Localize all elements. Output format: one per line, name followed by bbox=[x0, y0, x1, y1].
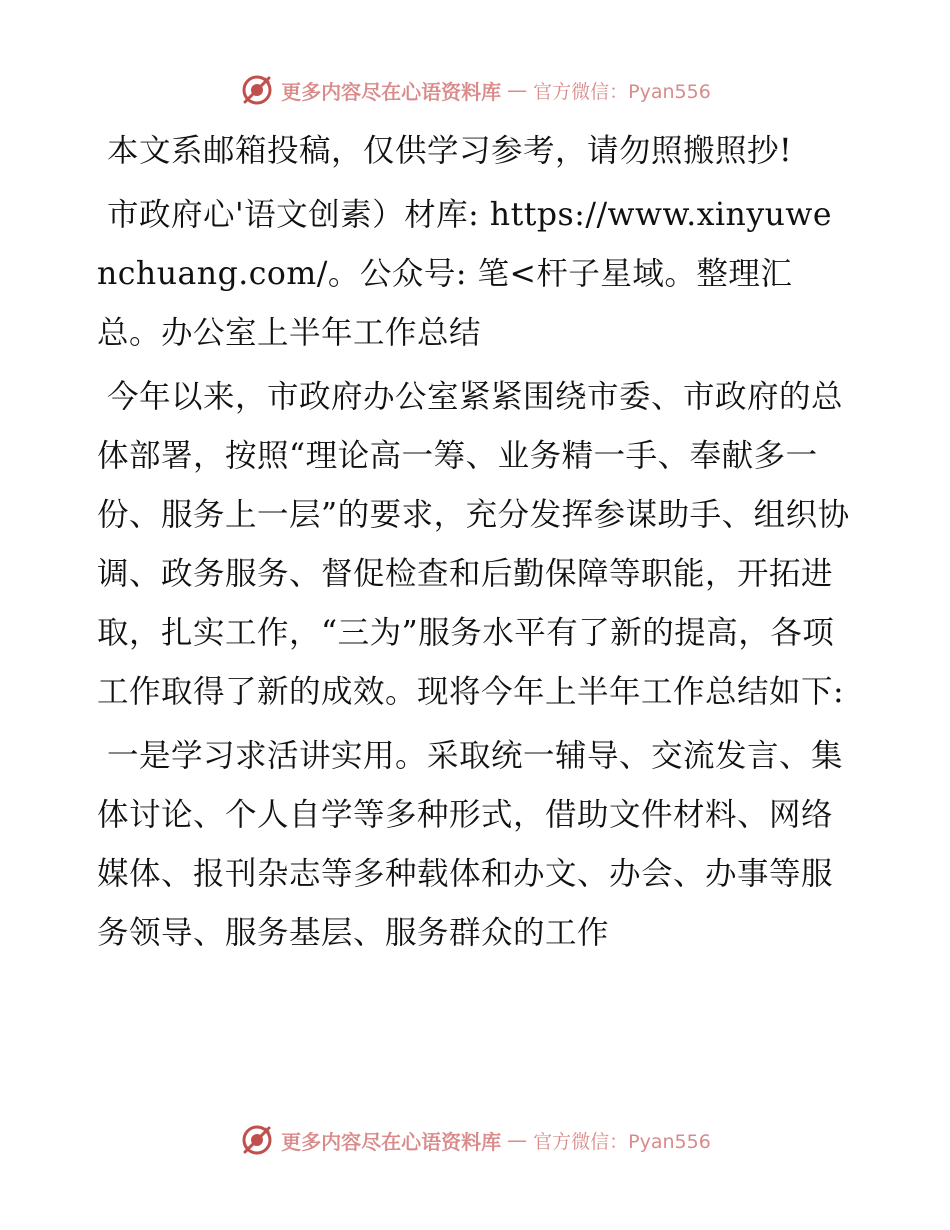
watermark-title: 更多内容尽在心语资料库 bbox=[281, 1129, 502, 1154]
notice-paragraph: 本文系邮箱投稿，仅供学习参考，请勿照搬照抄! bbox=[107, 133, 793, 169]
watermark-title: 更多内容尽在心语资料库 bbox=[281, 79, 502, 104]
footer-watermark bbox=[0, 1120, 950, 1160]
watermark-contact: 官方微信：Pyan556 bbox=[533, 1130, 711, 1153]
watermark-separator: — bbox=[507, 1128, 528, 1152]
intro-paragraph: 今年以来，市政府办公室紧紧围绕市委、市政府的总体部署，按照“理论高一筹、业务精一手、奉献多一份、服务上一层”的要求，充分发挥参谋助手、组织协调、政务服务、督促检查和后勤保障等职能，开拓进取，扎实工作，“三为”服务水平有了新的提高，各项工作取得了新的成效。现将今年上半年工作总结如下: bbox=[97, 379, 850, 710]
source-paragraph: 市政府心'语文创素）材库: https://www.xinyuwenchuang.com/。公众号: 笔<杆子星域。整理汇总。办公室上半年工作总结 bbox=[97, 197, 833, 351]
header-watermark bbox=[0, 70, 950, 110]
watermark-separator: — bbox=[507, 78, 528, 102]
pen-logo-icon bbox=[239, 72, 275, 108]
pen-logo-icon bbox=[239, 1122, 275, 1158]
watermark-contact: 官方微信：Pyan556 bbox=[533, 80, 711, 103]
point-one-paragraph: 一是学习求活讲实用。采取统一辅导、交流发言、集体讨论、个人自学等多种形式，借助文件材料、网络媒体、报刊杂志等多种载体和办文、办会、办事等服务领导、服务基层、服务群众的工作 bbox=[97, 738, 844, 951]
document-body bbox=[97, 122, 852, 968]
